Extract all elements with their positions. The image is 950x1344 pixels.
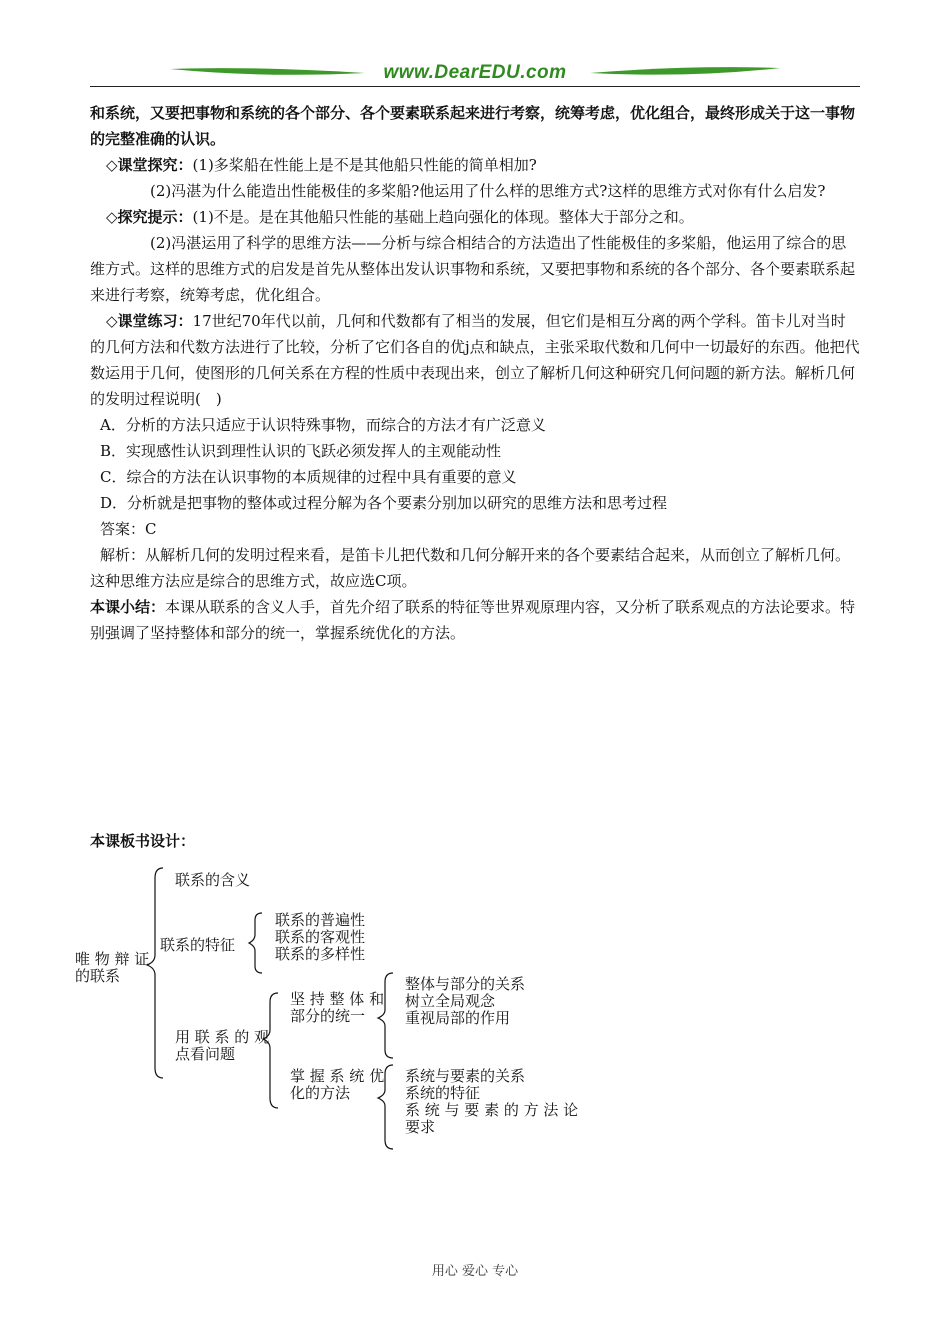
analysis: 解析：从解析几何的发明过程来看，是笛卡儿把代数和几何分解开来的各个要素结合起来，从而创立了解析几何。这种思维方法应是综合的思维方式，故应选C项。 (90, 546, 851, 590)
system-item: 系统的特征 (405, 1084, 481, 1102)
feature-item: 联系的普遍性 (275, 911, 366, 929)
board-whole: 坚 持 整 体 和 部分的统一 (290, 990, 385, 1025)
board-whole-list (405, 976, 525, 1027)
option-c: C．综合的方法在认识事物的本质规律的过程中具有重要的意义 (100, 468, 517, 486)
header-divider (90, 86, 860, 87)
whole-item: 整体与部分的关系 (405, 975, 526, 993)
explore-label: ◇课堂探究： (106, 156, 193, 174)
option-b: B．实现感性认识到理性认识的飞跃必须发挥人的主观能动性 (100, 442, 502, 460)
whole-item: 树立全局观念 (405, 992, 496, 1010)
features-brace (249, 913, 262, 973)
system-item: 系 统 与 要 素 的 方 法 论 (405, 1101, 579, 1119)
explore-question-2: (2)冯湛为什么能造出性能极佳的多桨船?他运用了什么样的思维方式?这样的思维方式对你有什么启发? (150, 182, 826, 200)
practice-question: ◇课堂练习：17世纪70年代以前，几何和代数都有了相当的发展，但它们是相互分离的两个学科。笛卡儿对当时的几何方法和代数方法进行了比较，分析了它们各自的优j点和缺点，主张采取代数和几何中一切最好的东西。他把代数运用于几何，使图形的几何关系在方程的性质中表现出来，创立了解析几何这种研究几何问题的新方法。解析几何的发明过程说明( ) (90, 312, 860, 408)
board-view: 用 联 系 的 观 点看问题 (175, 1028, 270, 1063)
summary-label: 本课小结： (90, 598, 166, 616)
answer: 答案：C (100, 520, 157, 538)
feature-item: 联系的多样性 (275, 945, 366, 963)
main-brace (147, 868, 163, 1078)
site-logo: www.DearEDU.com (383, 62, 567, 83)
board-system-list (405, 1068, 578, 1136)
hint-answer-1: ◇探究提示：(1)不是。是在其他船只性能的基础上趋向强化的体现。整体大于部分之和。 (106, 208, 694, 226)
whole-item: 重视局部的作用 (405, 1009, 511, 1027)
board-meaning: 联系的含义 (175, 871, 251, 889)
page-footer: 用心 爱心 专心 (431, 1264, 519, 1279)
lesson-summary: 本课小结：本课从联系的含义人手，首先介绍了联系的特征等世界观原理内容，又分析了联系观点的方法论要求。特别强调了坚持整体和部分的统一，掌握系统优化的方法。 (90, 598, 856, 642)
feature-item: 联系的客观性 (275, 928, 366, 946)
intro-paragraph: 和系统，又要把事物和系统的各个部分、各个要素联系起来进行考察，统筹考虑，优化组合，最终形成关于这一事物的完整准确的认识。 (90, 104, 856, 148)
document-body (90, 100, 860, 646)
board-feature-list (275, 912, 365, 963)
hint-answer-2: (2)冯湛运用了科学的思维方法——分析与综合相结合的方法造出了性能极佳的多桨船，他运用了综合的思维方式。这样的思维方式的启发是首先从整体出发认识事物和系统，又要把事物和系统的各个部分、各个要素联系起来进行考察，统筹考虑，优化组合。 (90, 234, 856, 304)
option-a: A．分析的方法只适应于认识特殊事物，而综合的方法才有广泛意义 (100, 416, 546, 434)
board-system: 掌 握 系 统 优 化的方法 (290, 1067, 385, 1102)
board-root: 唯 物 辩 证 的联系 (75, 950, 150, 985)
system-item: 系统与要素的关系 (405, 1067, 526, 1085)
board-title: 本课板书设计： (90, 832, 196, 850)
system-item: 要求 (405, 1118, 436, 1136)
option-d: D．分析就是把事物的整体或过程分解为各个要素分别加以研究的思维方法和思考过程 (100, 494, 668, 512)
board-feature: 联系的特征 (160, 936, 236, 954)
practice-label: ◇课堂练习： (106, 312, 193, 330)
explore-question-1: ◇课堂探究：(1)多桨船在性能上是不是其他船只性能的简单相加? (106, 156, 537, 174)
hint-label: ◇探究提示： (106, 208, 193, 226)
